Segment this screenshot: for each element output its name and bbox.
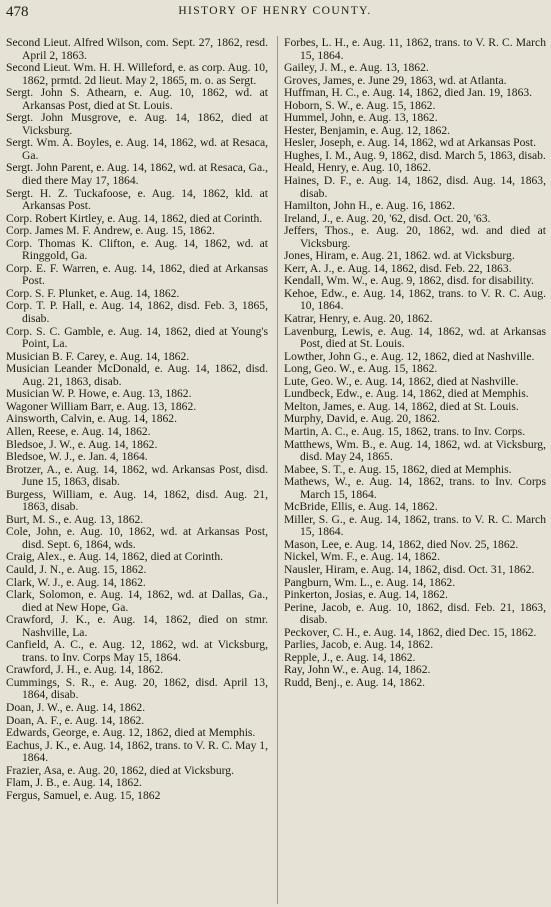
- roster-entry: Gailey, J. M., e. Aug. 13, 1862.: [284, 61, 429, 75]
- roster-entry: Frazier, Asa, e. Aug. 20, 1862, died at Vicksburg.: [6, 763, 234, 777]
- roster-entry: Clark, Solomon, e. Aug. 14, 1862, wd. at Dallas, Ga., died at New Hope, Ga.: [6, 588, 268, 614]
- roster-entry: Corp. Robert Kirtley, e. Aug. 14, 1862, died at Corinth.: [6, 211, 263, 225]
- page-number: 478: [6, 4, 29, 20]
- roster-entry: Repple, J., e. Aug. 14, 1862.: [284, 650, 416, 664]
- right-column: [284, 37, 546, 689]
- roster-entry: Rudd, Benj., e. Aug. 14, 1862.: [284, 675, 426, 689]
- roster-entry: Ray, John W., e. Aug. 14, 1862.: [284, 663, 431, 677]
- roster-entry: Brotzer, A., e. Aug. 14, 1862, wd. Arkansas Post, disd. June 15, 1863, disab.: [6, 462, 268, 489]
- roster-entry: Sergt. John Parent, e. Aug. 14, 1862, wd. at Resaca, Ga., died there May 17, 1864.: [6, 161, 268, 188]
- roster-entry: Musician B. F. Carey, e. Aug. 14, 1862.: [6, 349, 190, 363]
- roster-entry: Craig, Alex., e. Aug. 14, 1862, died at Corinth.: [6, 550, 224, 564]
- roster-entry: Cole, John, e. Aug. 10, 1862, wd. at Arkansas Post, disd. Sept. 6, 1864, wds.: [6, 525, 268, 551]
- roster-entry: Fergus, Samuel, e. Aug. 15, 1862: [6, 788, 161, 802]
- roster-entry: Katrar, Henry, e. Aug. 20, 1862.: [284, 312, 433, 326]
- roster-entry: Doan, A. F., e. Aug. 14, 1862.: [6, 713, 145, 727]
- roster-entry: Second Lieut. Wm. H. H. Willeford, e. as corp. Aug. 10, 1862, prmtd. 2d lieut. May 2, 1865, m. o. as Sergt.: [6, 61, 268, 87]
- roster-entry: Canfield, A. C., e. Aug. 12, 1862, wd. at Vicksburg, trans. to Inv. Corps May 15, 1864.: [6, 638, 268, 664]
- roster-entry: Sergt. John S. Athearn, e. Aug. 10, 1862, wd. at Arkansas Post, died at St. Louis.: [6, 86, 268, 112]
- roster-entry: Nausler, Hiram, e. Aug. 14, 1862, disd. Oct. 31, 1862.: [284, 562, 535, 576]
- column-divider: [277, 36, 278, 904]
- roster-entry: Eachus, J. K., e. Aug. 14, 1862, trans. to V. R. C. May 1, 1864.: [6, 738, 268, 765]
- roster-entry: Corp. Thomas K. Clifton, e. Aug. 14, 1862, wd. at Ringgold, Ga.: [6, 236, 268, 263]
- roster-entry: Corp. T. P. Hall, e. Aug. 14, 1862, disd. Feb. 3, 1865, disab.: [6, 299, 268, 326]
- roster-entry: Musician Leander McDonald, e. Aug. 14, 1862, disd. Aug. 21, 1863, disab.: [6, 362, 268, 388]
- roster-entry: Long, Geo. W., e. Aug. 15, 1862.: [284, 362, 438, 376]
- roster-entry: Cauld, J. N., e. Aug. 15, 1862.: [6, 562, 147, 576]
- roster-entry: Wagoner William Barr, e. Aug. 13, 1862.: [6, 399, 197, 413]
- roster-entry: Parlies, Jacob, e. Aug. 14, 1862.: [284, 638, 434, 652]
- roster-entry: Haines, D. F., e. Aug. 14, 1862, disd. Aug. 14, 1863, disab.: [284, 174, 546, 200]
- roster-entry: Hamilton, John H., e. Aug. 16, 1862.: [284, 199, 456, 213]
- roster-entry: Jeffers, Thos., e. Aug. 20, 1862, wd. and died at Vicksburg.: [284, 224, 546, 250]
- roster-entry: Peckover, C. H., e. Aug. 14, 1862, died Dec. 15, 1862.: [284, 625, 537, 639]
- roster-entry: Huffman, H. C., e. Aug. 14, 1862, died Jan. 19, 1863.: [284, 86, 533, 100]
- roster-entry: Nickel, Wm. F., e. Aug. 14, 1862.: [284, 550, 441, 564]
- roster-entry: Ireland, J., e. Aug. 20, '62, disd. Oct. 20, '63.: [284, 211, 491, 225]
- roster-entry: Jones, Hiram, e. Aug. 21, 1862. wd. at Vicksburg.: [284, 249, 515, 263]
- roster-entry: Corp. James M. F. Andrew, e. Aug. 15, 1862.: [6, 224, 215, 238]
- roster-entry: Forbes, L. H., e. Aug. 11, 1862, trans. to V. R. C. March 15, 1864.: [284, 36, 546, 62]
- roster-entry: Hughes, I. M., Aug. 9, 1862, disd. March 5, 1863, disab.: [284, 148, 546, 162]
- roster-entry: Hester, Benjamin, e. Aug. 12, 1862.: [284, 123, 451, 137]
- roster-entry: Kerr, A. J., e. Aug. 14, 1862, disd. Feb. 22, 1863.: [284, 261, 512, 275]
- roster-entry: Groves, James, e. June 29, 1863, wd. at Atlanta.: [284, 73, 507, 87]
- roster-entry: Allen, Reese, e. Aug. 14, 1862.: [6, 424, 151, 438]
- roster-entry: Corp. S. C. Gamble, e. Aug. 14, 1862, died at Young's Point, La.: [6, 324, 268, 351]
- roster-entry: Cummings, S. R., e. Aug. 20, 1862, disd. April 13, 1864, disab.: [6, 675, 268, 702]
- roster-entry: Bledsoe, W. J., e. Jan. 4, 1864.: [6, 450, 148, 464]
- roster-entry: McBride, Ellis, e. Aug. 14, 1862.: [284, 500, 438, 514]
- roster-entry: Pangburn, Wm. L., e. Aug. 14, 1862.: [284, 575, 456, 589]
- left-column: [6, 37, 268, 802]
- roster-entry: Crawford, J. K., e. Aug. 14, 1862, died on stmr. Nashville, La.: [6, 613, 268, 639]
- roster-entry: Edwards, George, e. Aug. 12, 1862, died at Memphis.: [6, 726, 256, 740]
- roster-entry: Crawford, J. H., e. Aug. 14, 1862.: [6, 663, 164, 677]
- roster-entry: Hoborn, S. W., e. Aug. 15, 1862.: [284, 98, 436, 112]
- roster-entry: Kendall, Wm. W., e. Aug. 9, 1862, disd. for disability.: [284, 274, 534, 288]
- roster-entry: Clark, W. J., e. Aug. 14, 1862.: [6, 575, 146, 589]
- roster-entry: Lundbeck, Edw., e. Aug. 14, 1862, died at Memphis.: [284, 387, 529, 401]
- roster-entry: Burgess, William, e. Aug. 14, 1862, disd. Aug. 21, 1863, disab.: [6, 487, 268, 514]
- roster-entry: Heald, Henry, e. Aug. 10, 1862.: [284, 161, 432, 175]
- roster-entry: Martin, A. C., e. Aug. 15, 1862, trans. to Inv. Corps.: [284, 424, 526, 438]
- roster-entry: Flam, J. B., e. Aug. 14, 1862.: [6, 776, 142, 790]
- roster-entry: Sergt. H. Z. Tuckafoose, e. Aug. 14, 1862, kld. at Arkansas Post.: [6, 186, 268, 213]
- page-header: [6, 4, 544, 24]
- roster-entry: Perine, Jacob, e. Aug. 10, 1862, disd. Feb. 21, 1863, disab.: [284, 600, 546, 627]
- roster-entry: Mason, Lee, e. Aug. 14, 1862, died Nov. 25, 1862.: [284, 537, 519, 551]
- roster-entry: Musician W. P. Howe, e. Aug. 13, 1862.: [6, 387, 192, 401]
- roster-entry: Second Lieut. Alfred Wilson, com. Sept. 27, 1862, resd. April 2, 1863.: [6, 36, 268, 62]
- roster-entry: Corp. E. F. Warren, e. Aug. 14, 1862, died at Arkansas Post.: [6, 261, 268, 288]
- running-title: HISTORY OF HENRY COUNTY.: [178, 5, 372, 17]
- roster-entry: Doan, J. W., e. Aug. 14, 1862.: [6, 700, 146, 714]
- roster-entry: Lavenburg, Lewis, e. Aug. 14, 1862, wd. at Arkansas Post, died at St. Louis.: [284, 324, 546, 351]
- roster-entry: Bledsoe, J. W., e. Aug. 14, 1862.: [6, 437, 158, 451]
- roster-entry: Burt, M. S., e. Aug. 13, 1862.: [6, 512, 144, 526]
- roster-entry: Matthews, Wm. B., e. Aug. 14, 1862, wd. at Vicksburg, disd. May 24, 1865.: [284, 437, 546, 464]
- roster-entry: Miller, S. G., e. Aug. 14, 1862, trans. to V. R. C. March 15, 1864.: [284, 512, 546, 539]
- roster-entry: Hummel, John, e. Aug. 13, 1862.: [284, 111, 438, 125]
- roster-entry: Melton, James, e. Aug. 14, 1862, died at St. Louis.: [284, 399, 519, 413]
- roster-entry: Mabee, S. T., e. Aug. 15, 1862, died at Memphis.: [284, 462, 512, 476]
- roster-entry: Kehoe, Edw., e. Aug. 14, 1862, trans. to V. R. C. Aug. 10, 1864.: [284, 286, 546, 313]
- roster-entry: Lowther, John G., e. Aug. 12, 1862, died at Nashville.: [284, 349, 535, 363]
- roster-entry: Pinkerton, Josias, e. Aug. 14, 1862.: [284, 588, 448, 602]
- roster-entry: Lute, Geo. W., e. Aug. 14, 1862, died at Nashville.: [284, 374, 519, 388]
- roster-entry: Hesler, Joseph, e. Aug. 14, 1862, wd at Arkansas Post.: [284, 136, 536, 150]
- roster-entry: Corp. S. F. Plunket, e. Aug. 14, 1862.: [6, 286, 180, 300]
- roster-entry: Mathews, W., e. Aug. 14, 1862, trans. to Inv. Corps March 15, 1864.: [284, 475, 546, 501]
- roster-entry: Ainsworth, Calvin, e. Aug. 14, 1862.: [6, 412, 178, 426]
- roster-entry: Sergt. John Musgrove, e. Aug. 14, 1862, died at Vicksburg.: [6, 111, 268, 137]
- roster-entry: Sergt. Wm. A. Boyles, e. Aug. 14, 1862, wd. at Resaca, Ga.: [6, 136, 268, 162]
- roster-entry: Murphy, David, e. Aug. 20, 1862.: [284, 412, 441, 426]
